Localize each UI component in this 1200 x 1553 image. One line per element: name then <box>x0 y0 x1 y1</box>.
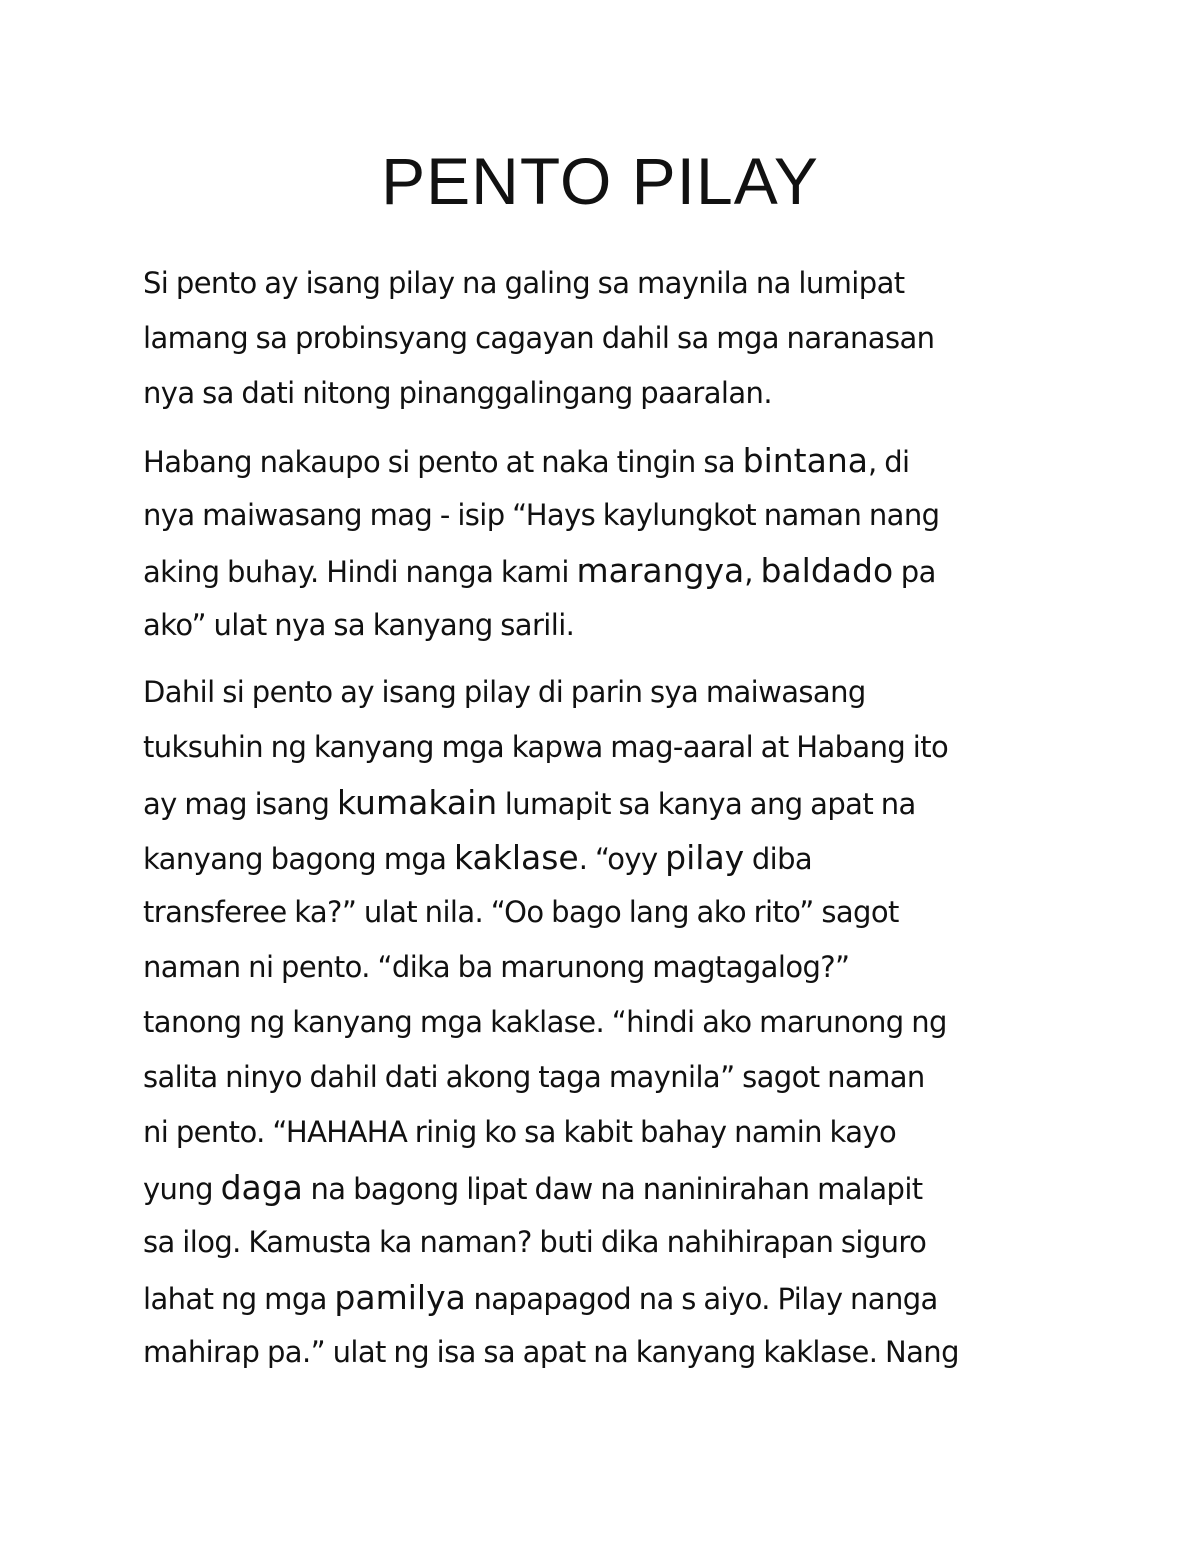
text-segment: yung <box>143 1172 221 1206</box>
text-line <box>143 1270 1073 1325</box>
text-line <box>143 366 1073 421</box>
emphasized-word: kaklase <box>453 838 579 877</box>
text-segment: lamang sa probinsyang cagayan dahil sa mga naranasan <box>143 321 935 355</box>
text-segment: lumapit sa kanya ang apat na <box>497 787 916 821</box>
text-segment: mahirap pa.” ulat ng isa sa apat na kanyang kaklase. Nang <box>143 1335 959 1369</box>
text-line <box>143 1215 1073 1270</box>
text-line <box>143 488 1073 543</box>
text-segment: kanyang bagong mga <box>143 842 454 876</box>
text-line <box>143 995 1073 1050</box>
text-segment: aking buhay. Hindi nanga kami <box>143 555 577 589</box>
document-title: PENTO PILAY <box>381 144 819 218</box>
emphasized-word: pamilya <box>334 1278 466 1317</box>
text-line <box>143 256 1073 311</box>
text-segment: ni pento. “HAHAHA rinig ko sa kabit bahay namin kayo <box>143 1115 897 1149</box>
text-segment: transferee ka?” ulat nila. “Oo bago lang ako rito” sagot <box>143 895 899 929</box>
text-segment: tanong ng kanyang mga kaklase. “hindi ako marunong ng <box>143 1005 947 1039</box>
emphasized-word: daga <box>220 1168 303 1207</box>
text-segment: lahat ng mga <box>143 1282 335 1316</box>
text-segment: ako” ulat nya sa kanyang sarili. <box>143 608 575 642</box>
text-segment: tuksuhin ng kanyang mga kapwa mag-aaral at Habang ito <box>143 730 949 764</box>
text-segment: nya sa dati nitong pinanggalingang paaralan. <box>143 376 772 410</box>
document-body <box>143 256 1073 1392</box>
paragraph-1 <box>143 256 1073 421</box>
text-line <box>143 1105 1073 1160</box>
text-line <box>143 720 1073 775</box>
emphasized-word: marangya <box>576 551 745 590</box>
text-line <box>143 1050 1073 1105</box>
text-line <box>143 598 1073 653</box>
text-line <box>143 1325 1073 1380</box>
text-segment: salita ninyo dahil dati akong taga maynila” sagot naman <box>143 1060 925 1094</box>
text-segment: pa <box>893 555 936 589</box>
text-segment: na bagong lipat daw na naninirahan malapit <box>302 1172 923 1206</box>
text-segment: sa ilog. Kamusta ka naman? buti dika nahihirapan siguro <box>143 1225 927 1259</box>
text-line <box>143 885 1073 940</box>
paragraph-2 <box>143 433 1073 653</box>
paragraph-3 <box>143 665 1073 1380</box>
text-line <box>143 433 1073 488</box>
text-segment: , <box>744 555 761 589</box>
text-segment: , di <box>867 445 910 479</box>
text-line <box>143 775 1073 830</box>
text-segment: Si pento ay isang pilay na galing sa maynila na lumipat <box>143 266 905 300</box>
text-segment: Habang nakaupo si pento at naka tingin sa <box>143 445 743 479</box>
emphasized-word: kumakain <box>336 783 498 822</box>
text-line <box>143 940 1073 995</box>
text-line <box>143 830 1073 885</box>
text-segment: nya maiwasang mag - isip “Hays kaylungkot naman nang <box>143 498 940 532</box>
emphasized-word: pilay <box>665 838 745 877</box>
text-line <box>143 1160 1073 1215</box>
text-segment: diba <box>744 842 813 876</box>
text-segment: naman ni pento. “dika ba marunong magtagalog?” <box>143 950 850 984</box>
text-line <box>143 311 1073 366</box>
text-segment: napapagod na s aiyo. Pilay nanga <box>465 1282 938 1316</box>
text-line <box>143 543 1073 598</box>
text-segment: . “oyy <box>578 842 666 876</box>
emphasized-word: bintana <box>742 441 868 480</box>
text-line <box>143 665 1073 720</box>
text-segment: ay mag isang <box>143 787 337 821</box>
text-segment: Dahil si pento ay isang pilay di parin sya maiwasang <box>143 675 866 709</box>
emphasized-word: baldado <box>760 551 894 590</box>
